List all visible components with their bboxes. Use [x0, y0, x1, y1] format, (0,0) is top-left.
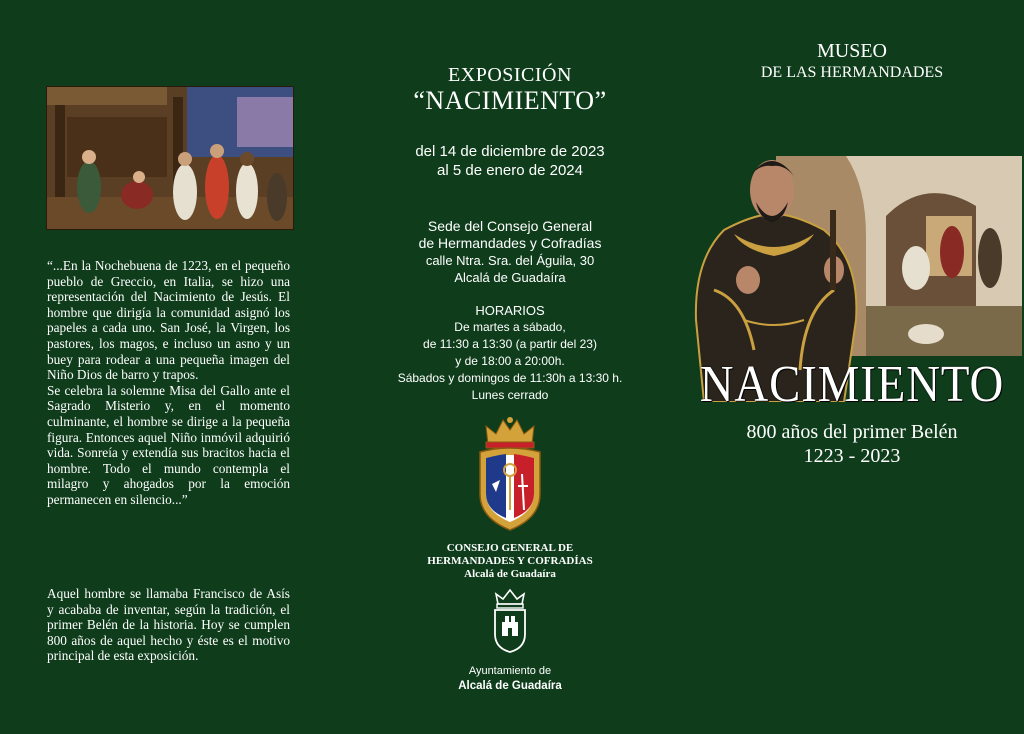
nativity-scene-image	[46, 86, 294, 230]
hours-line: de 11:30 a 13:30 (a partir del 23)	[423, 337, 597, 351]
greccio-quote	[47, 258, 290, 508]
town-hall-line-2: Alcalá de Guadaíra	[458, 680, 562, 692]
venue-line-1: Sede del Consejo General	[427, 218, 593, 234]
date-start: del 14 de diciembre de 2023	[415, 143, 605, 160]
main-title: NACIMIENTO	[699, 356, 1005, 413]
town-coat-of-arms-icon	[490, 588, 530, 654]
council-crest	[340, 414, 680, 541]
exhibition-dates	[340, 142, 680, 180]
council-name	[340, 542, 680, 581]
exhibition-label: EXPOSICIÓN	[448, 64, 572, 86]
quote-paragraph-1: “...En la Nochebuena de 1223, en el pequeño pueblo de Greccio, en Italia, se hizo una representación del Nacimiento de Jesús. El hombre que dirigía la comunidad asignó los papeles a cada uno. San José, la Virgen, los pastores, los magos, e incluso un asno y un buey para rodear a una pequeña imagen del Niño Dios de barro y trapos.	[47, 258, 290, 383]
opening-hours	[340, 302, 680, 404]
council-line-3: Alcalá de Guadaíra	[464, 568, 556, 580]
anniversary-years: 1223 - 2023	[803, 445, 901, 467]
middle-panel	[340, 0, 680, 734]
quote-paragraph-2: Se celebra la solemne Misa del Gallo ante el Sagrado Misterio y, en el momento culminante, el hombre se dirige a la pequeña figura. Entonces aquel Niño inmóvil adquirió vida. Sonreía y extendía sus bracitos hacia el hombre. Todo el mundo contempla el milagro y ahogados por la emoción permanecen en silencio...”	[47, 382, 290, 507]
exhibition-name: “NACIMIENTO”	[413, 86, 607, 115]
closing-paragraph: Aquel hombre se llamaba Francisco de Asís y acababa de inventar, según la tradición, el primer Belén de la historia. Hoy se cumplen 800 años de aquel hecho y éste es el motivo principal de esta exposición.	[47, 586, 290, 664]
hours-title: HORARIOS	[475, 303, 545, 318]
council-line-1: CONSEJO GENERAL DE	[446, 542, 574, 554]
hours-line: De martes a sábado,	[454, 320, 566, 334]
hours-line: Sábados y domingos de 11:30h a 13:30 h.	[397, 371, 623, 385]
museum-name	[680, 40, 1024, 84]
anniversary-subtitle	[680, 420, 1024, 468]
town-hall	[340, 664, 680, 694]
town-hall-line-1: Ayuntamiento de	[468, 665, 552, 677]
venue-block	[340, 218, 680, 286]
venue-line-2: de Hermandades y Cofradías	[418, 235, 602, 251]
hours-line: y de 18:00 a 20:00h.	[455, 354, 565, 368]
museum-line-2: DE LAS HERMANDADES	[760, 64, 944, 81]
left-panel	[0, 0, 340, 734]
town-crest	[340, 588, 680, 659]
museum-line-1: MUSEO	[816, 40, 887, 62]
council-crest-icon	[470, 414, 550, 536]
anniversary-line-1: 800 años del primer Belén	[746, 421, 958, 443]
date-end: al 5 de enero de 2024	[437, 162, 583, 179]
hours-line: Lunes cerrado	[471, 388, 549, 402]
venue-address: calle Ntra. Sra. del Águila, 30	[425, 253, 595, 268]
venue-town: Alcalá de Guadaíra	[454, 270, 566, 285]
council-line-2: HERMANDADES Y COFRADÍAS	[427, 555, 593, 567]
nativity-scene-illustration	[47, 87, 293, 229]
right-panel	[680, 0, 1024, 734]
